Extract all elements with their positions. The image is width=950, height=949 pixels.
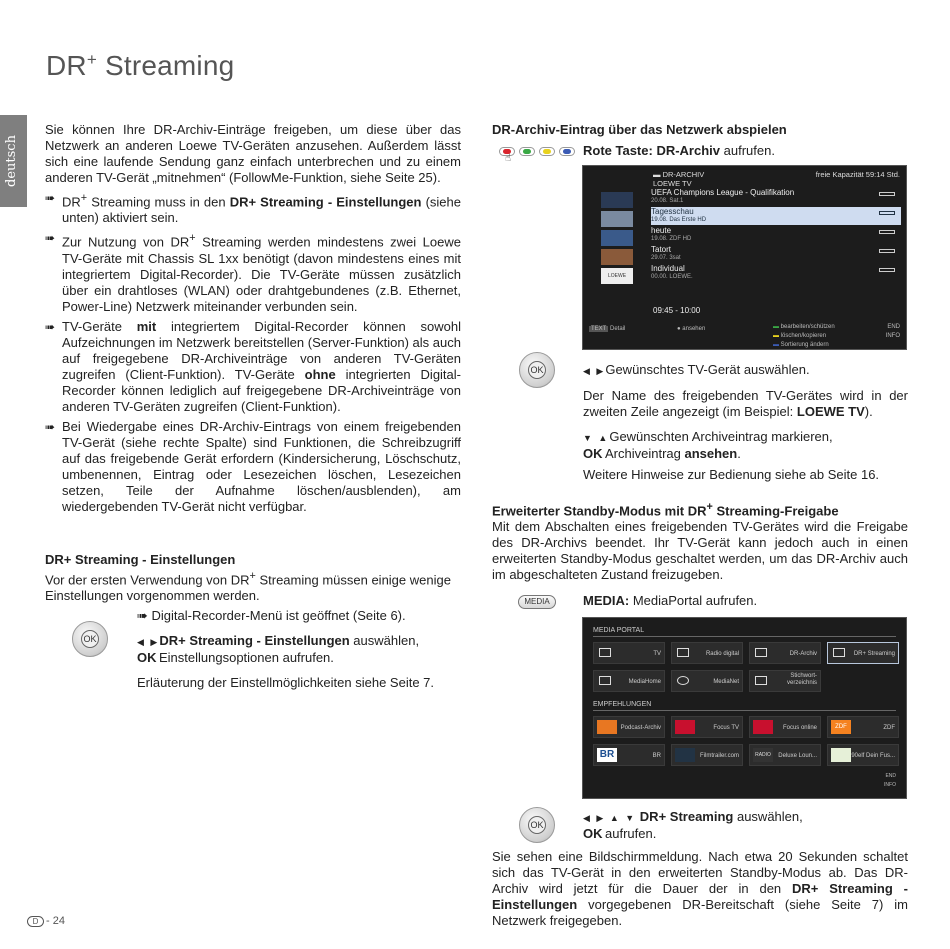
select-step: ◀ ▶DR+ Streaming - Einstellungen auswählen, [137,632,420,648]
media-portal-screen [582,617,907,799]
bullet-item: ➠ Zur Nutzung von DR+ Streaming werden mindestens zwei Loewe TV-Geräte mit Chassis SL 1xx benötigt (davon mindestens eines mit integriertem Digital-Recorder). Die TV-Geräte müssen zusätzlich über ein drahtloses (WLAN) oder drahtgebundenes (z.B. Ethernet, Power-Line) Netzwerk miteinander verbunden sein. [45,231,461,314]
standby-text: Mit dem Abschalten eines freigebenden TV-Gerätes wird die Freigabe des DR-Archivs beendet. Ihr TV-Gerät kann jedoch auch in einen erweiterten Standby-Modus geschaltet werden, um das DR-Archiv auch im abgeschalteten Zustand freizugeben. [492,519,908,583]
hand-pointer-icon: ☝ [505,153,512,164]
tile-br[interactable]: BR BR [593,744,665,766]
explain-note: Erläuterung der Einstellmöglichkeiten siehe Seite 7. [137,674,435,690]
thumbnail [601,211,633,227]
media-step: MEDIA: MediaPortal aufrufen. [583,593,758,609]
progress-bar [879,230,895,234]
screen-footer [589,323,900,348]
standby-heading: Erweiterter Standby-Modus mit DR+ Streaming-Freigabe [492,501,839,519]
tile-podcast[interactable]: Podcast-Archiv [593,716,665,738]
time-range: 09:45 - 10:00 [653,306,701,315]
tile-zdf[interactable]: ZDF ZDF [827,716,899,738]
arrow-icon: ➠ [45,191,56,205]
archive-entry[interactable]: Individual 00.00. LOEWE. [651,264,901,282]
divider [593,710,896,711]
zdf-logo-icon: ZDF [831,720,851,734]
ok-button-icon: OK [519,352,555,388]
device-name: LOEWE TV [653,179,692,188]
radio-logo-icon: RADIO [753,748,773,762]
globe-icon [677,676,689,685]
tile-90elf[interactable]: 90elf Dein Fus... [827,744,899,766]
bullet-item: ➠ Bei Wiedergabe eines DR-Archiv-Eintrags von einem freigebenden TV-Gerät (siehe rechte Spalte) sind Funktionen, die Schreibzugriff auf das freigebende Gerät erfordern (Kindersicherung, Löschschutz, umbenennen, Eintrag oder Lesezeichen löschen, Lesezeichen setzen, Teile der Aufnahme löschen/ausblenden), am wiedergebenden TV-Gerät nicht verfügbar. [45,418,461,514]
settings-heading: DR+ Streaming - Einstellungen [45,551,236,567]
settings-text: Vor der ersten Verwendung von DR+ Streaming müssen einige wenige Einstellungen vorgenommen werden. [45,569,451,603]
thumbnail [601,192,633,208]
screen-header [653,170,900,188]
thumbnail [601,249,633,265]
tile-filmtrailer[interactable]: Filmtrailer.com [671,744,743,766]
view-step: OK Archiveintrag ansehen. [583,446,741,461]
tile-index[interactable]: Stichwort-verzeichnis [749,670,821,692]
ok-button-icon: OK [519,807,555,843]
tile-focus-online[interactable]: Focus online [749,716,821,738]
blue-key-icon: ▬ [773,342,779,348]
tile-dr-archive[interactable]: DR-Archiv [749,642,821,664]
left-right-arrows-icon: ◀ ▶ [583,366,606,376]
page-number: D - 24 [27,915,65,927]
footer-detail: TEXT Detail [591,326,626,332]
arrow-icon: ➠ [45,231,56,246]
screen-footer-keys: END INFO [884,773,896,788]
br-logo-icon: BR [597,748,617,762]
progress-bar [879,268,895,272]
left-column [45,122,461,691]
footer-keys: END INFO [885,324,900,339]
page-title: DR+ Streaming [46,50,235,81]
focus-online-logo-icon [753,720,773,734]
blue-key-icon [559,147,575,156]
media-button-icon: MEDIA [518,595,556,609]
section-title: MEDIA PORTAL [593,627,645,634]
menu-open-note: ➠ Digital-Recorder-Menü ist geöffnet (Seite 6). [137,607,406,623]
footer-color-legend: ▬ bearbeiten/schützen ▬ löschen/kopieren ▬ Sortierung ändern [773,324,835,348]
yellow-key-icon [539,147,555,156]
streaming-steps [583,809,908,842]
progress-bar [879,192,895,196]
streaming-icon [833,648,845,657]
tile-medianet[interactable]: MediaNet [671,670,743,692]
archive-entry[interactable]: UEFA Champions League - Qualifikation 20.08. Sat.1 [651,188,901,206]
tile-radio[interactable]: Radio digital [671,642,743,664]
left-right-arrows-icon: ◀ ▶ [137,636,160,647]
archive-entry[interactable]: Tatort 29.07. 3sat [651,245,901,263]
divider [593,636,896,637]
green-key-icon: ▬ [773,324,779,330]
standby-section [492,499,908,609]
more-hints: Weitere Hinweise zur Bedienung siehe ab Seite 16. [583,467,880,482]
up-down-arrows-icon: ▼ ▲ [583,433,610,443]
podcast-logo-icon [597,720,617,734]
red-key-step: Rote Taste: DR-Archiv aufrufen. [583,143,775,158]
bullet-item: ➠ DR+ Streaming muss in den DR+ Streaming - Einstellungen (siehe unten) aktiviert sein. [45,191,461,226]
dr-archive-screen [582,165,907,350]
playback-heading: DR-Archiv-Eintrag über das Netzwerk abspielen [492,122,787,137]
arrow-icon: ➠ [45,319,56,334]
filmtrailer-logo-icon [675,748,695,762]
choose-tv-step: ◀ ▶Gewünschtes TV-Gerät auswählen. [583,362,810,377]
index-icon [755,676,767,685]
arrow-icon: ➠ [45,419,56,434]
mediahome-icon [599,676,611,685]
tile-focus-tv[interactable]: Focus TV [671,716,743,738]
intro-paragraph: Sie können Ihre DR-Archiv-Einträge freigeben, um diese über das Netzwerk an anderen Loewe TV-Geräten anzusehen. Außerdem lässt sich eine laufende Sendung ganz einfach unterbrechen und zu einem anderen TV-Gerät „mitnehmen“ (FollowMe-Funktion, siehe Seite 25). [45,122,461,185]
tile-deluxe[interactable]: RADIO Deluxe Loun... [749,744,821,766]
final-paragraph: Sie sehen eine Bildschirmmeldung. Nach etwa 20 Sekunden schaltet sich das TV-Gerät in den erweiterten Standby-Modus ab. Das DR-Archiv wird jetzt für die Dauer der in den DR+ Streaming - Einstellungen vorgegebenen DR-Bereitschaft (siehe Seite 7) im Netzwerk freigegeben. [492,849,908,928]
yellow-key-icon: ▬ [773,333,779,339]
footer-ok: ● ansehen [677,326,706,332]
archive-steps [583,362,908,483]
mark-step: ▼ ▲Gewünschten Archiveintrag markieren, [583,429,833,444]
archive-icon [755,648,767,657]
direction-arrows-icon: ◀ ▶ ▲ ▼ [583,813,637,823]
focus-tv-logo-icon [675,720,695,734]
select-streaming-step: ◀ ▶ ▲ ▼ DR+ Streaming auswählen, [583,809,803,824]
section-title: EMPFEHLUNGEN [593,701,652,708]
arrow-icon: ➠ [137,607,148,623]
thumbnail-column [601,192,633,287]
ok-step: OK Einstellungsoptionen aufrufen. [137,649,334,665]
archive-title: ▬ DR-ARCHIV [653,170,705,179]
capacity-text: freie Kapazität 59:14 Std. [815,170,900,179]
ok-button-icon: OK [72,621,108,657]
archive-entry[interactable]: heute 19.08. ZDF HD [651,226,901,244]
language-tab [0,115,27,207]
tv-icon [599,648,611,657]
language-label: deutsch [4,135,19,187]
tile-tv[interactable]: TV [593,642,665,664]
90elf-logo-icon [831,748,851,762]
thumbnail: LOEWE [601,268,633,284]
green-key-icon [519,147,535,156]
progress-bar [879,249,895,253]
bullet-item: ➠ TV-Geräte mit integriertem Digital-Recorder können sowohl Aufzeichnungen im Netzwerk bereitstellen (Server-Funktion) als auch auf freigegebene DR-Archiveinträge von anderen TV-Geräten zugreifen (Client-Funktion). TV-Geräte ohne integrierten Digital-Recorder können lediglich auf freigegebene DR-Archiveinträge von anderen TV-Geräten zugreifen (Client-Funktion). [45,318,462,414]
archive-entry-selected[interactable]: Tagesschau 19.08. Das Erste HD [651,207,901,225]
name-note: Der Name des freigebenden TV-Gerätes wird in der zweiten Zeile angezeigt (im Beispiel: LOEWE TV). [583,388,908,419]
progress-bar [879,211,895,215]
radio-icon [677,648,689,657]
color-keys-icon [497,145,579,164]
ok-call-step: OK aufrufen. [583,826,657,841]
country-badge: D [27,916,44,927]
tile-dr-streaming[interactable]: DR+ Streaming [827,642,899,664]
tile-mediahome[interactable]: MediaHome [593,670,665,692]
thumbnail [601,230,633,246]
